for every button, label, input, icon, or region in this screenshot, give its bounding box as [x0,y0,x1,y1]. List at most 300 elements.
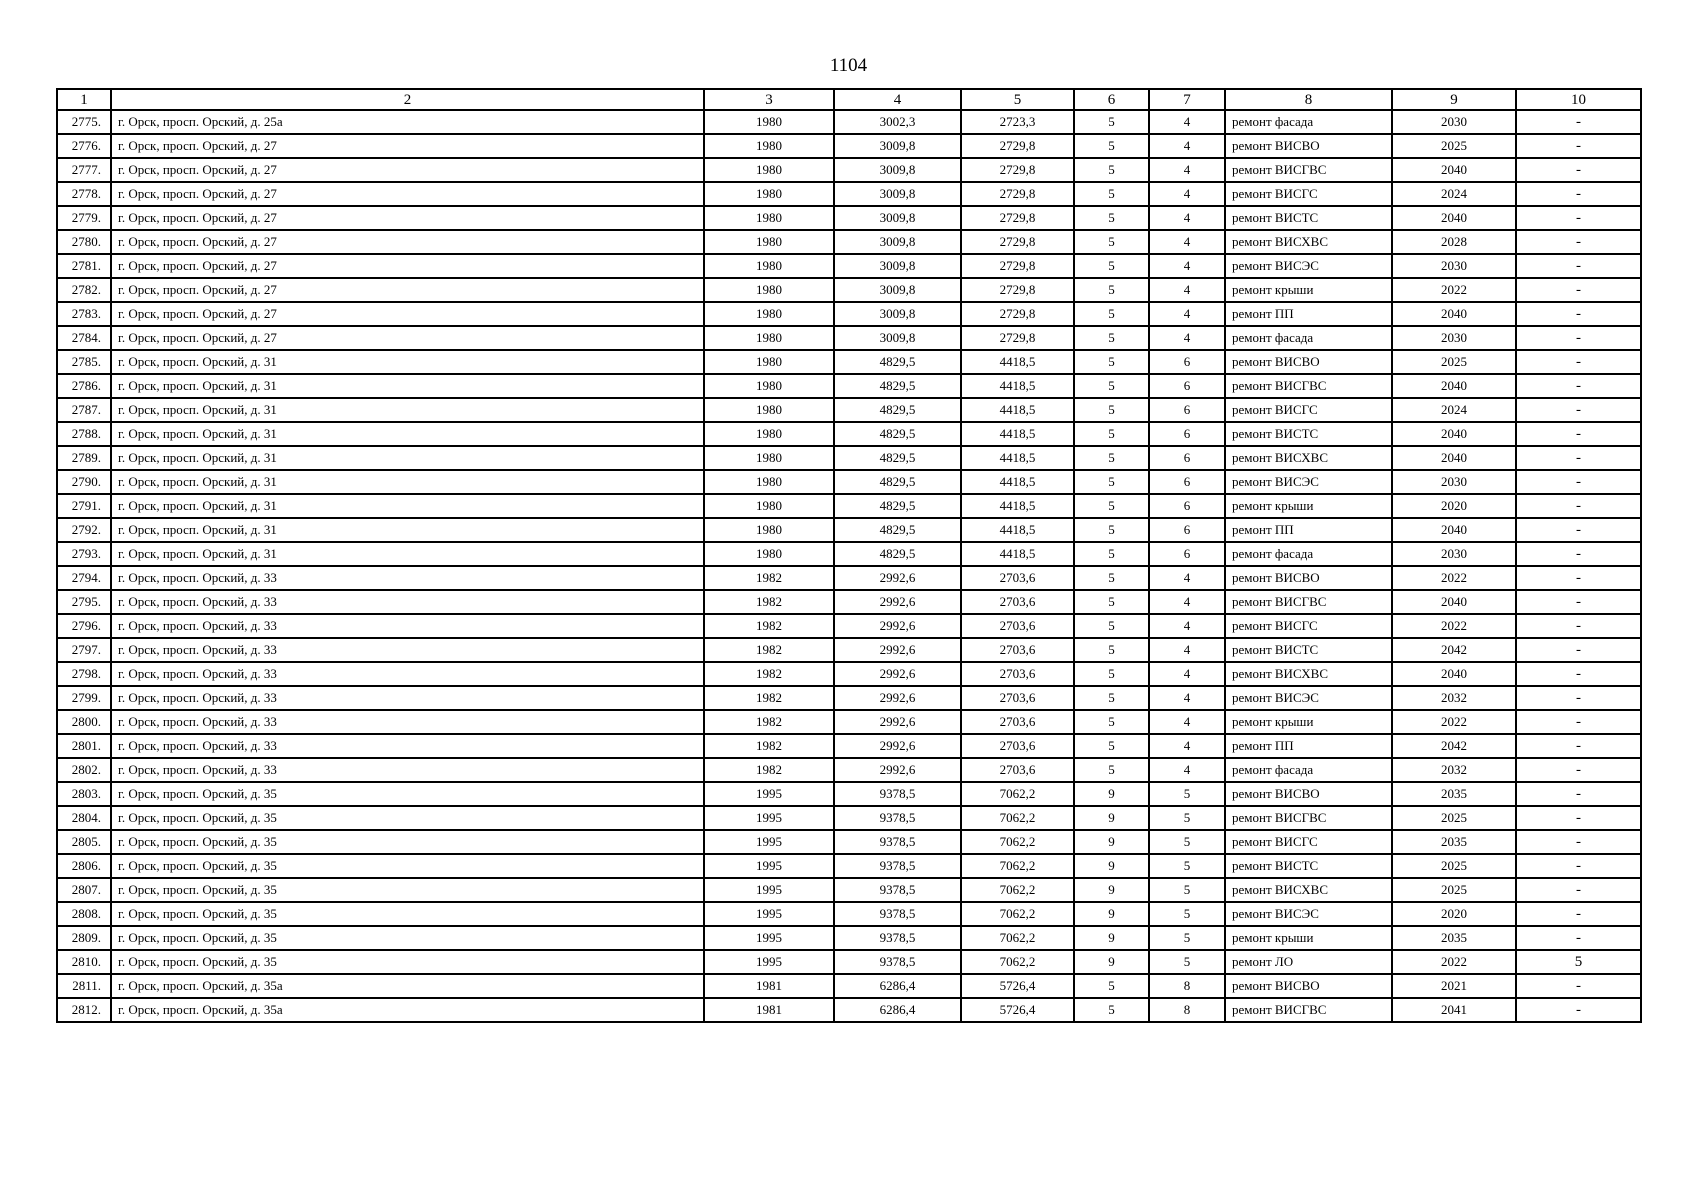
year-built-cell: 1981 [704,974,834,998]
year-built-cell: 1982 [704,566,834,590]
table-row [57,542,1641,566]
row-number-cell: 2797. [57,638,111,662]
living-area-cell: 7062,2 [961,926,1074,950]
floors-cell: 9 [1074,854,1149,878]
total-area-cell: 3009,8 [834,302,961,326]
planned-year-cell: 2028 [1392,230,1516,254]
extra-cell: - [1516,662,1641,686]
table-row [57,590,1641,614]
living-area-cell: 2723,3 [961,110,1074,134]
entrances-cell: 4 [1149,158,1225,182]
work-type-cell: ремонт ВИСХВС [1225,446,1392,470]
planned-year-cell: 2022 [1392,950,1516,974]
work-type-cell: ремонт крыши [1225,926,1392,950]
row-number-cell: 2781. [57,254,111,278]
row-number-cell: 2785. [57,350,111,374]
table-row [57,230,1641,254]
entrances-cell: 4 [1149,254,1225,278]
floors-cell: 5 [1074,758,1149,782]
floors-cell: 5 [1074,230,1149,254]
living-area-cell: 7062,2 [961,878,1074,902]
work-type-cell: ремонт ВИСТС [1225,638,1392,662]
living-area-cell: 4418,5 [961,446,1074,470]
extra-cell: - [1516,134,1641,158]
table-row [57,974,1641,998]
year-built-cell: 1980 [704,254,834,278]
living-area-cell: 2729,8 [961,206,1074,230]
table-row [57,494,1641,518]
planned-year-cell: 2020 [1392,902,1516,926]
table-row [57,878,1641,902]
table-row [57,926,1641,950]
work-type-cell: ремонт ВИСГС [1225,830,1392,854]
table-row [57,758,1641,782]
extra-cell: - [1516,230,1641,254]
extra-cell: - [1516,566,1641,590]
year-built-cell: 1982 [704,614,834,638]
planned-year-cell: 2022 [1392,710,1516,734]
floors-cell: 9 [1074,950,1149,974]
planned-year-cell: 2040 [1392,302,1516,326]
work-type-cell: ремонт ВИСЭС [1225,470,1392,494]
work-type-cell: ремонт ПП [1225,518,1392,542]
address-cell: г. Орск, просп. Орский, д. 31 [111,350,704,374]
floors-cell: 5 [1074,206,1149,230]
total-area-cell: 2992,6 [834,734,961,758]
living-area-cell: 2703,6 [961,614,1074,638]
table-row [57,614,1641,638]
floors-cell: 5 [1074,422,1149,446]
row-number-cell: 2793. [57,542,111,566]
entrances-cell: 5 [1149,782,1225,806]
table-row [57,302,1641,326]
planned-year-cell: 2030 [1392,254,1516,278]
total-area-cell: 9378,5 [834,806,961,830]
living-area-cell: 7062,2 [961,830,1074,854]
floors-cell: 5 [1074,398,1149,422]
address-cell: г. Орск, просп. Орский, д. 31 [111,374,704,398]
row-number-cell: 2782. [57,278,111,302]
row-number-cell: 2812. [57,998,111,1022]
total-area-cell: 4829,5 [834,518,961,542]
table-row [57,950,1641,974]
year-built-cell: 1980 [704,350,834,374]
extra-cell: - [1516,686,1641,710]
table-row [57,446,1641,470]
year-built-cell: 1980 [704,470,834,494]
floors-cell: 5 [1074,662,1149,686]
address-cell: г. Орск, просп. Орский, д. 33 [111,566,704,590]
planned-year-cell: 2040 [1392,590,1516,614]
planned-year-cell: 2040 [1392,206,1516,230]
extra-cell: - [1516,518,1641,542]
address-cell: г. Орск, просп. Орский, д. 27 [111,206,704,230]
extra-cell: - [1516,326,1641,350]
year-built-cell: 1995 [704,950,834,974]
extra-cell: - [1516,206,1641,230]
floors-cell: 5 [1074,998,1149,1022]
year-built-cell: 1995 [704,878,834,902]
address-cell: г. Орск, просп. Орский, д. 33 [111,638,704,662]
column-header: 1 [57,89,111,110]
entrances-cell: 5 [1149,878,1225,902]
year-built-cell: 1980 [704,302,834,326]
column-header: 2 [111,89,704,110]
work-type-cell: ремонт фасада [1225,542,1392,566]
floors-cell: 5 [1074,302,1149,326]
row-number-cell: 2798. [57,662,111,686]
address-cell: г. Орск, просп. Орский, д. 31 [111,398,704,422]
work-type-cell: ремонт ВИСЭС [1225,254,1392,278]
address-cell: г. Орск, просп. Орский, д. 27 [111,302,704,326]
table-body [57,110,1641,1022]
row-number-cell: 2776. [57,134,111,158]
planned-year-cell: 2024 [1392,398,1516,422]
entrances-cell: 4 [1149,710,1225,734]
address-cell: г. Орск, просп. Орский, д. 35 [111,950,704,974]
entrances-cell: 4 [1149,230,1225,254]
total-area-cell: 4829,5 [834,374,961,398]
address-cell: г. Орск, просп. Орский, д. 31 [111,494,704,518]
year-built-cell: 1995 [704,926,834,950]
living-area-cell: 2703,6 [961,590,1074,614]
entrances-cell: 6 [1149,446,1225,470]
entrances-cell: 6 [1149,374,1225,398]
year-built-cell: 1995 [704,830,834,854]
year-built-cell: 1982 [704,758,834,782]
address-cell: г. Орск, просп. Орский, д. 33 [111,710,704,734]
work-type-cell: ремонт крыши [1225,710,1392,734]
extra-cell: - [1516,446,1641,470]
column-header: 10 [1516,89,1641,110]
address-cell: г. Орск, просп. Орский, д. 27 [111,254,704,278]
extra-cell: - [1516,470,1641,494]
address-cell: г. Орск, просп. Орский, д. 35а [111,998,704,1022]
extra-cell: - [1516,614,1641,638]
floors-cell: 5 [1074,374,1149,398]
work-type-cell: ремонт ВИСГВС [1225,158,1392,182]
floors-cell: 5 [1074,734,1149,758]
total-area-cell: 9378,5 [834,902,961,926]
floors-cell: 5 [1074,614,1149,638]
floors-cell: 5 [1074,494,1149,518]
extra-cell: - [1516,878,1641,902]
planned-year-cell: 2035 [1392,926,1516,950]
row-number-cell: 2809. [57,926,111,950]
work-type-cell: ремонт ВИСГВС [1225,374,1392,398]
column-header: 5 [961,89,1074,110]
work-type-cell: ремонт ВИСХВС [1225,230,1392,254]
extra-cell: 5 [1516,950,1641,974]
address-cell: г. Орск, просп. Орский, д. 27 [111,230,704,254]
row-number-cell: 2777. [57,158,111,182]
work-type-cell: ремонт ВИСВО [1225,974,1392,998]
extra-cell: - [1516,710,1641,734]
row-number-cell: 2775. [57,110,111,134]
total-area-cell: 2992,6 [834,566,961,590]
row-number-cell: 2790. [57,470,111,494]
living-area-cell: 4418,5 [961,422,1074,446]
planned-year-cell: 2032 [1392,686,1516,710]
address-cell: г. Орск, просп. Орский, д. 27 [111,182,704,206]
extra-cell: - [1516,422,1641,446]
row-number-cell: 2807. [57,878,111,902]
work-type-cell: ремонт ВИСВО [1225,566,1392,590]
year-built-cell: 1982 [704,686,834,710]
floors-cell: 5 [1074,638,1149,662]
entrances-cell: 6 [1149,398,1225,422]
total-area-cell: 2992,6 [834,662,961,686]
living-area-cell: 4418,5 [961,518,1074,542]
extra-cell: - [1516,926,1641,950]
year-built-cell: 1982 [704,590,834,614]
floors-cell: 5 [1074,470,1149,494]
year-built-cell: 1980 [704,446,834,470]
entrances-cell: 6 [1149,518,1225,542]
entrances-cell: 4 [1149,182,1225,206]
total-area-cell: 9378,5 [834,854,961,878]
table-row [57,278,1641,302]
total-area-cell: 6286,4 [834,998,961,1022]
column-header: 7 [1149,89,1225,110]
living-area-cell: 7062,2 [961,902,1074,926]
row-number-cell: 2787. [57,398,111,422]
year-built-cell: 1980 [704,182,834,206]
floors-cell: 9 [1074,830,1149,854]
entrances-cell: 5 [1149,830,1225,854]
year-built-cell: 1982 [704,662,834,686]
living-area-cell: 2729,8 [961,326,1074,350]
planned-year-cell: 2025 [1392,806,1516,830]
floors-cell: 5 [1074,566,1149,590]
planned-year-cell: 2025 [1392,350,1516,374]
living-area-cell: 2703,6 [961,662,1074,686]
row-number-cell: 2806. [57,854,111,878]
address-cell: г. Орск, просп. Орский, д. 33 [111,614,704,638]
entrances-cell: 5 [1149,950,1225,974]
entrances-cell: 5 [1149,926,1225,950]
address-cell: г. Орск, просп. Орский, д. 31 [111,542,704,566]
work-type-cell: ремонт крыши [1225,494,1392,518]
floors-cell: 9 [1074,878,1149,902]
work-type-cell: ремонт фасада [1225,110,1392,134]
entrances-cell: 4 [1149,134,1225,158]
extra-cell: - [1516,830,1641,854]
floors-cell: 9 [1074,806,1149,830]
total-area-cell: 9378,5 [834,926,961,950]
row-number-cell: 2792. [57,518,111,542]
year-built-cell: 1980 [704,422,834,446]
row-number-cell: 2783. [57,302,111,326]
entrances-cell: 4 [1149,614,1225,638]
entrances-cell: 6 [1149,542,1225,566]
extra-cell: - [1516,974,1641,998]
column-number-header-row [57,89,1641,110]
address-cell: г. Орск, просп. Орский, д. 27 [111,134,704,158]
row-number-cell: 2802. [57,758,111,782]
total-area-cell: 6286,4 [834,974,961,998]
planned-year-cell: 2040 [1392,446,1516,470]
living-area-cell: 2729,8 [961,254,1074,278]
table-row [57,350,1641,374]
year-built-cell: 1995 [704,902,834,926]
entrances-cell: 4 [1149,326,1225,350]
year-built-cell: 1980 [704,278,834,302]
table-row [57,662,1641,686]
address-cell: г. Орск, просп. Орский, д. 25а [111,110,704,134]
floors-cell: 5 [1074,686,1149,710]
total-area-cell: 2992,6 [834,758,961,782]
address-cell: г. Орск, просп. Орский, д. 31 [111,470,704,494]
entrances-cell: 4 [1149,566,1225,590]
planned-year-cell: 2040 [1392,518,1516,542]
floors-cell: 5 [1074,254,1149,278]
year-built-cell: 1980 [704,134,834,158]
total-area-cell: 3009,8 [834,158,961,182]
table-row [57,566,1641,590]
address-cell: г. Орск, просп. Орский, д. 27 [111,326,704,350]
total-area-cell: 4829,5 [834,470,961,494]
planned-year-cell: 2030 [1392,542,1516,566]
table-row [57,398,1641,422]
planned-year-cell: 2030 [1392,470,1516,494]
living-area-cell: 4418,5 [961,350,1074,374]
extra-cell: - [1516,782,1641,806]
planned-year-cell: 2022 [1392,566,1516,590]
row-number-cell: 2780. [57,230,111,254]
entrances-cell: 6 [1149,350,1225,374]
planned-year-cell: 2035 [1392,830,1516,854]
entrances-cell: 4 [1149,734,1225,758]
row-number-cell: 2808. [57,902,111,926]
address-cell: г. Орск, просп. Орский, д. 35 [111,926,704,950]
work-type-cell: ремонт фасада [1225,758,1392,782]
work-type-cell: ремонт ВИСГС [1225,614,1392,638]
work-type-cell: ремонт ВИСВО [1225,350,1392,374]
total-area-cell: 4829,5 [834,422,961,446]
row-number-cell: 2795. [57,590,111,614]
extra-cell: - [1516,182,1641,206]
total-area-cell: 2992,6 [834,710,961,734]
entrances-cell: 4 [1149,686,1225,710]
row-number-cell: 2789. [57,446,111,470]
work-type-cell: ремонт ВИСТС [1225,854,1392,878]
extra-cell: - [1516,806,1641,830]
total-area-cell: 9378,5 [834,950,961,974]
row-number-cell: 2804. [57,806,111,830]
table-row [57,782,1641,806]
planned-year-cell: 2022 [1392,278,1516,302]
year-built-cell: 1980 [704,494,834,518]
living-area-cell: 2703,6 [961,566,1074,590]
table-row [57,710,1641,734]
total-area-cell: 3002,3 [834,110,961,134]
address-cell: г. Орск, просп. Орский, д. 33 [111,590,704,614]
table-row [57,638,1641,662]
total-area-cell: 3009,8 [834,254,961,278]
living-area-cell: 7062,2 [961,950,1074,974]
row-number-cell: 2810. [57,950,111,974]
table-row [57,998,1641,1022]
living-area-cell: 7062,2 [961,782,1074,806]
work-type-cell: ремонт ПП [1225,302,1392,326]
column-header: 8 [1225,89,1392,110]
entrances-cell: 4 [1149,302,1225,326]
living-area-cell: 2703,6 [961,686,1074,710]
total-area-cell: 3009,8 [834,326,961,350]
address-cell: г. Орск, просп. Орский, д. 31 [111,422,704,446]
extra-cell: - [1516,110,1641,134]
repair-schedule-table [56,88,1642,1023]
floors-cell: 5 [1074,110,1149,134]
year-built-cell: 1980 [704,542,834,566]
table-row [57,422,1641,446]
table-row [57,326,1641,350]
row-number-cell: 2784. [57,326,111,350]
column-header: 6 [1074,89,1149,110]
page-number: 1104 [829,55,868,76]
total-area-cell: 4829,5 [834,446,961,470]
planned-year-cell: 2024 [1392,182,1516,206]
address-cell: г. Орск, просп. Орский, д. 33 [111,758,704,782]
address-cell: г. Орск, просп. Орский, д. 35а [111,974,704,998]
floors-cell: 5 [1074,518,1149,542]
year-built-cell: 1980 [704,206,834,230]
total-area-cell: 2992,6 [834,614,961,638]
floors-cell: 5 [1074,350,1149,374]
year-built-cell: 1980 [704,374,834,398]
address-cell: г. Орск, просп. Орский, д. 33 [111,686,704,710]
extra-cell: - [1516,350,1641,374]
total-area-cell: 4829,5 [834,542,961,566]
total-area-cell: 9378,5 [834,782,961,806]
address-cell: г. Орск, просп. Орский, д. 31 [111,446,704,470]
year-built-cell: 1995 [704,782,834,806]
work-type-cell: ремонт ПП [1225,734,1392,758]
column-header: 4 [834,89,961,110]
entrances-cell: 6 [1149,470,1225,494]
table-row [57,518,1641,542]
entrances-cell: 4 [1149,638,1225,662]
address-cell: г. Орск, просп. Орский, д. 27 [111,278,704,302]
table-row [57,830,1641,854]
planned-year-cell: 2040 [1392,422,1516,446]
entrances-cell: 5 [1149,854,1225,878]
total-area-cell: 2992,6 [834,686,961,710]
column-header: 3 [704,89,834,110]
address-cell: г. Орск, просп. Орский, д. 35 [111,782,704,806]
extra-cell: - [1516,758,1641,782]
living-area-cell: 2703,6 [961,638,1074,662]
floors-cell: 5 [1074,590,1149,614]
table-row [57,134,1641,158]
row-number-cell: 2796. [57,614,111,638]
table-row [57,470,1641,494]
address-cell: г. Орск, просп. Орский, д. 31 [111,518,704,542]
address-cell: г. Орск, просп. Орский, д. 33 [111,734,704,758]
total-area-cell: 2992,6 [834,638,961,662]
living-area-cell: 2703,6 [961,710,1074,734]
planned-year-cell: 2041 [1392,998,1516,1022]
floors-cell: 5 [1074,182,1149,206]
entrances-cell: 4 [1149,758,1225,782]
planned-year-cell: 2025 [1392,854,1516,878]
floors-cell: 5 [1074,278,1149,302]
entrances-cell: 4 [1149,662,1225,686]
row-number-cell: 2801. [57,734,111,758]
extra-cell: - [1516,902,1641,926]
living-area-cell: 5726,4 [961,974,1074,998]
